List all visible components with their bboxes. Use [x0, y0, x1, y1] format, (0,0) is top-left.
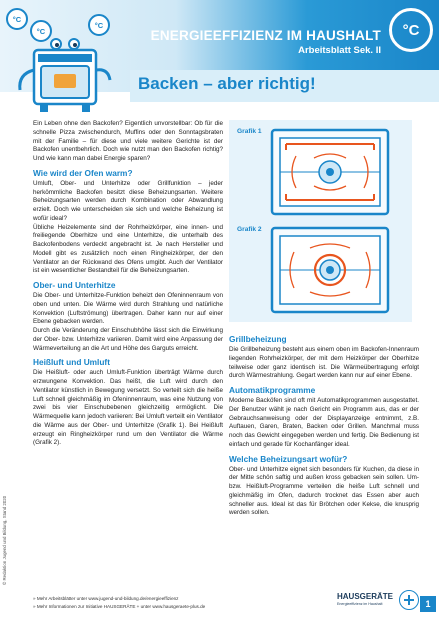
section-paragraph: Die Grillbeheizung besteht aus einem oben im Backofen-Innenraum liegenden Rohrheizkörper, der mit dem Heizkörper der Oberhitze teilweise oder ganz identisch ist. Die Wärmeübertragung erfolgt durch Wärmestrahlung. Gegart werden kann nur auf einer Ebene. [229, 346, 419, 380]
logo-tagline: Energieeffizienz im Haushalt [337, 602, 383, 606]
right-text-column [229, 330, 419, 518]
section-paragraph: Ober- und Unterhitze eignet sich besonders für Kuchen, da diese in der Mitte schön saftig und außen kross gebacken sein sollen. Um- bzw. Heißluft-Programme verteilen die heiße Luft schnell und gleichmäßig im Ofen, dadurch trocknet das Essen aber auch schneller aus. Ideal ist das für Brötchen oder Kekse, die knusprig werden sollen. [229, 465, 419, 517]
section-paragraph: Die Heißluft- oder auch Umluft-Funktion überträgt Wärme durch erzwungene Konvektion. Das heißt, die Luft wird durch den Ventilator künstlich in Bewegung versetzt. So verteilt sich die heiße Luft schnell gleichmäßig im Ofeninnenraum, was eine Nutzung von zwei bis vier Einschubebenen gleichzeitig ermöglicht. Die Wärmequelle kann jedoch variieren: Bei Umluft verteilt ein Ventilator die Wärme aus der Ober- und Unterhitze (Grafik 1). Bei Heißluft erzeugt ein Ringheizkörper rund um den Ventilator die Wärme (Grafik 2). [33, 369, 223, 447]
section-heading: Wie wird der Ofen warm? [33, 167, 133, 178]
section-heading: Welche Beheizungsart wofür? [229, 453, 348, 464]
logo-name: HAUSGERÄTE [337, 592, 394, 601]
celsius-badge-icon: °C [6, 8, 28, 30]
section-paragraph: Übliche Heizelemente sind der Rohrheizkörper, eine innen- und freiliegende Oberhitze und eine Unterhitze, die unterhalb des Backofenbodens verdeckt angebracht ist. Je nach Hersteller und Modell gibt es zusätzlich noch einen Ringheizkörper, der den Ventilator an der Rückwand des Ofens umgibt. Auch der Ventilator ist ein wesentlicher Bestandteil für die Beheizungsarten. [33, 223, 223, 275]
plus-circle-icon [399, 590, 419, 610]
section-paragraph: Moderne Backöfen sind oft mit Automatikprogrammen ausgestattet. Der Benutzer wählt je nach Gericht ein Programm aus, das er der Gebrauchsanweisung oder der Displayanzeige entnimmt, z.B. Auftauen, Garen, Braten, Backen oder Grillen. Manchmal muss noch das Gewicht eingegeben werden und fertig. Die Bedienung ist einfach und gerade für Kochanfänger ideal. [229, 397, 419, 448]
oven-diagram-hot-air [270, 226, 390, 314]
page-title: Backen – aber richtig! [138, 74, 316, 93]
graphic-1-label: Grafik 1 [237, 128, 262, 135]
oven-diagram-convection [270, 128, 390, 216]
header [0, 0, 439, 118]
copyright-credit: © Redaktion Jugend und Bildung, Stand 2020 [2, 495, 7, 585]
graphic-2-label: Grafik 2 [237, 226, 262, 233]
section-heading: Ober- und Unterhitze [33, 280, 116, 290]
footer-link-worksheets[interactable]: » Mehr Arbeitsblätter unter www.jugend-und-bildung.de/energieeffizienz [33, 596, 179, 601]
worksheet-subtitle: Arbeitsblatt Sek. II [298, 45, 381, 56]
worksheet-series-title: ENERGIEEFFIZIENZ IM HAUSHALT [150, 28, 381, 43]
celsius-badge-icon: °C [30, 20, 52, 42]
intro-paragraph: Ein Leben ohne den Backofen? Eigentlich unvorstellbar: Ob für die schnelle Pizza zwischendurch, Muffins oder den Sonntagsbraten mit der Familie – für diese und viele weitere Gerichte ist der Backofen unentbehrlich. Doch wie nutzt man den Backofen richtig? Und wie kann man dabei Energie sparen? [33, 120, 223, 162]
section-paragraph: Durch die Veränderung der Einschubhöhe lässt sich die Einwirkung der Ober- bzw. Unterhitze variieren. Damit wird eine Anpassung der Wärmeverteilung an die Art und Höhe des Garguts erreicht. [33, 327, 223, 352]
celsius-badge-icon: °C [88, 14, 110, 36]
section-paragraph: Umluft, Ober- und Unterhitze oder Grillfunktion – jeder herkömmliche Backofen besitzt diese Beheizungsarten. Weitere Beheizungsarten werden durch Kombination oder Abwandlung erzielt. Doch wie unterscheiden sie sich und welche Beheizung ist wofür ideal? [33, 179, 223, 222]
section-heading: Heißluft und Umluft [33, 357, 110, 368]
oven-graphics-box [229, 120, 412, 322]
left-text-column [33, 120, 223, 448]
section-heading: Grillbeheizung [229, 334, 287, 344]
page-number: 1 [420, 596, 436, 612]
section-paragraph: Die Ober- und Unterhitze-Funktion beheizt den Ofeninnenraum von oben und unten. Die Wärme wird durch Strahlung und natürliche Konvektion (Luftströmung) übertragen. Daher kann nur auf einer Ebene gebacken werden. [33, 292, 223, 326]
footer-link-initiative[interactable]: » Mehr Informationen zur Initiative HAUSGERÄTE + unter www.hausgeraete-plus.de [33, 604, 206, 609]
hausgeraete-logo [337, 590, 417, 614]
celsius-logo-icon: °C [389, 8, 433, 52]
section-heading: Automatikprogramme [229, 385, 316, 395]
